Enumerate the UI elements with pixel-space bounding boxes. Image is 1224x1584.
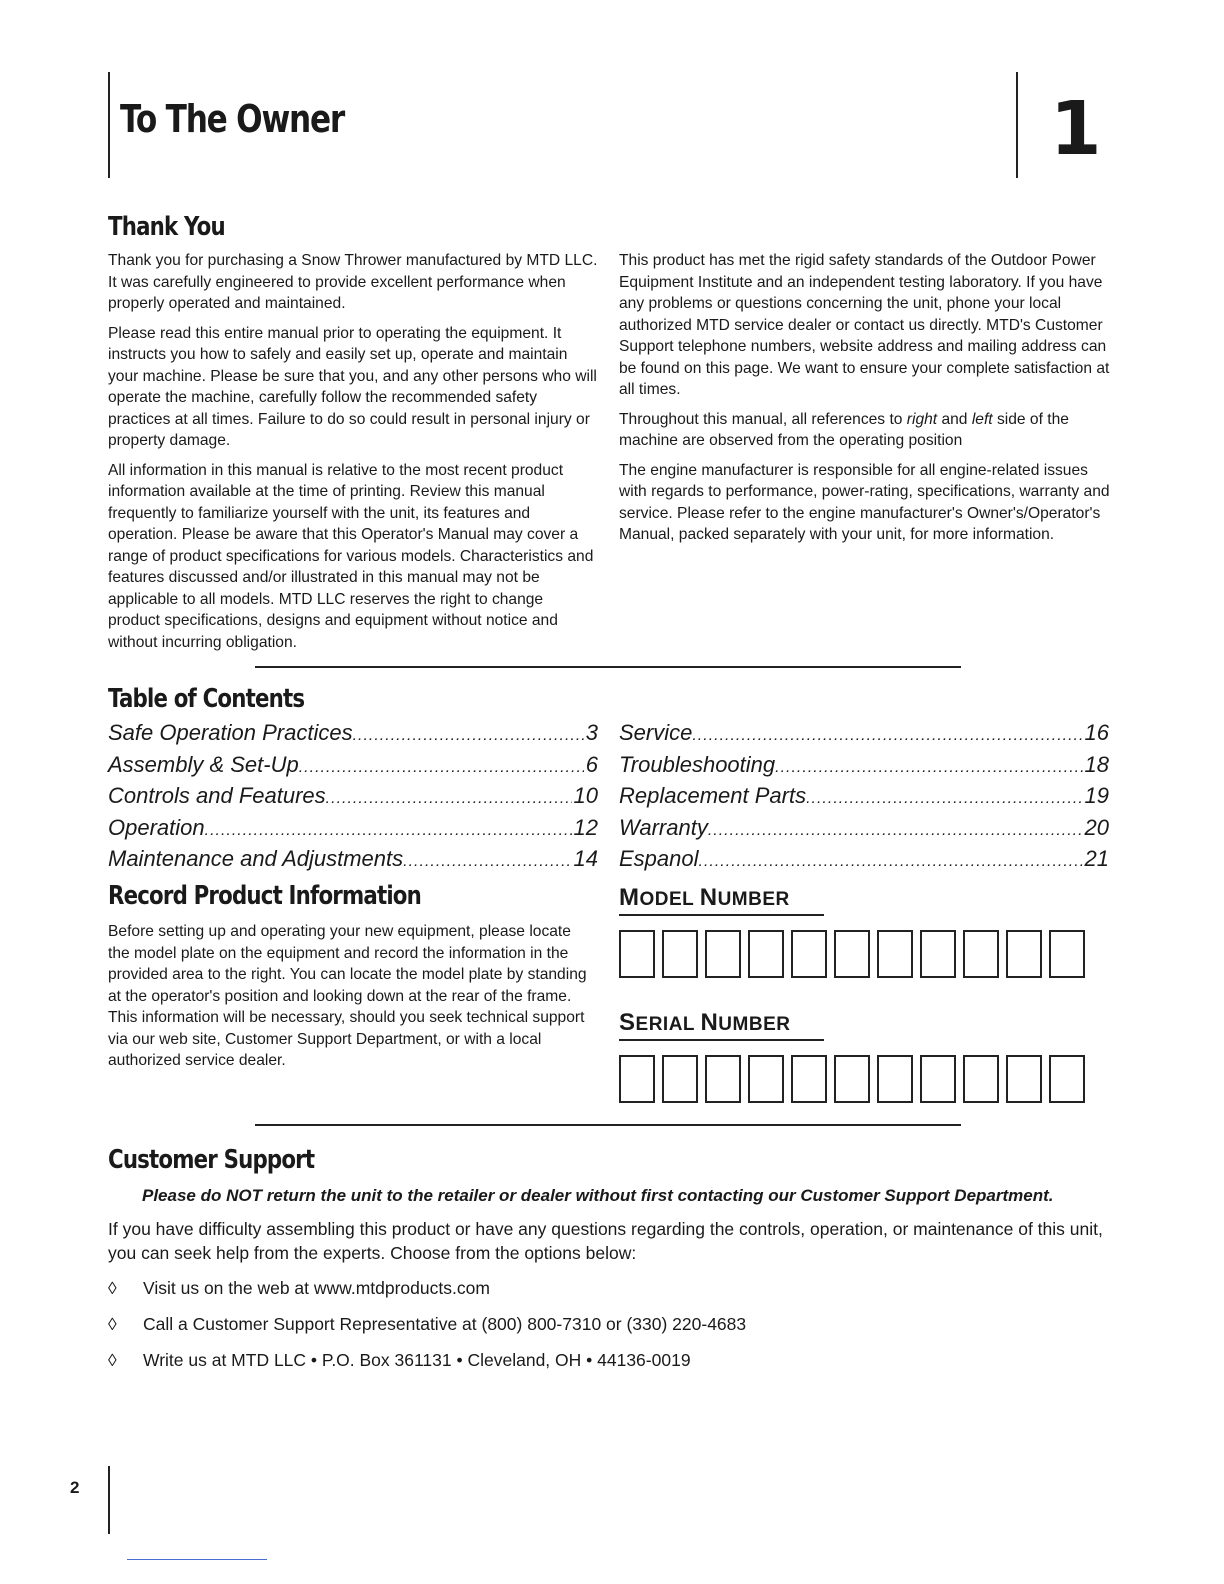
toc-entry[interactable] [619,751,1109,783]
digit-box[interactable] [1049,930,1085,978]
toc-page: 14 [573,846,598,871]
toc-label: Espanol [619,846,699,871]
record-heading: Record Product Information [108,881,421,911]
toc-page: 21 [1084,846,1109,871]
digit-box[interactable] [834,1055,870,1103]
toc-entry[interactable] [619,782,1109,814]
label-rest: ODEL [639,889,700,910]
section-divider [255,666,961,668]
toc-entry[interactable] [619,845,1109,877]
digit-box[interactable] [963,1055,999,1103]
link-underline [127,1559,267,1560]
digit-box[interactable] [748,930,784,978]
toc-leader [326,785,572,814]
digit-box[interactable] [920,930,956,978]
digit-box[interactable] [791,930,827,978]
thank-you-paragraph: This product has met the rigid safety standards of the Outdoor Power Equipment Institute and an independent testing laboratory. If you have any problems or questions concerning the unit, phone your local authorized MTD service dealer or contact us directly. MTD's Customer Support telephone numbers, website address and mailing address can be found on this page. We want to ensure your complete satisfaction at all times. [619,252,1110,398]
toc-entry[interactable] [108,814,598,846]
toc-entry[interactable] [619,719,1109,751]
label-initial: M [619,884,640,911]
text-run-left: left [971,410,993,428]
digit-box[interactable] [920,1055,956,1103]
thank-you-left-column [108,250,598,661]
label-initial: N [700,1009,719,1036]
label-rest: ERIAL [635,1014,701,1035]
toc-label: Service [619,720,693,745]
toc-leader [806,785,1082,814]
digit-box[interactable] [877,1055,913,1103]
support-body: If you have difficulty assembling this product or have any questions regarding the controls, operation, or maintenance of this unit, you can seek help from the experts. Choose from the options below: [108,1219,1103,1263]
toc-page: 18 [1084,751,1109,777]
header-right-rule [1016,72,1018,178]
thank-you-heading: Thank You [108,212,225,242]
record-body: Before setting up and operating your new equipment, please locate the model plate on the equipment and record the information in the provided area to the right. You can locate the model plate by standing at the operator's position and looking down at the rear of the frame. This information will be necessary, should you seek technical support via our web site, Customer Support Department, or with a local authorized service dealer. [108,923,587,1069]
serial-number-label [619,1009,824,1041]
text-run: Throughout this manual, all references to [619,410,907,428]
digit-box[interactable] [748,1055,784,1103]
toc-label: Maintenance and Adjustments [108,846,404,871]
model-number-label [619,884,824,916]
label-initial: N [699,884,718,911]
toc-page: 20 [1084,814,1109,840]
toc-entry[interactable] [108,719,598,751]
toc-leader [403,848,571,877]
toc-label: Safe Operation Practices [108,720,353,745]
toc-leader [205,817,572,846]
digit-box[interactable] [619,1055,655,1103]
digit-box[interactable] [662,1055,698,1103]
toc-leader [699,848,1083,877]
text-run: side of the machine are observed from the operating position [619,410,1069,449]
toc-leader [775,754,1082,783]
toc-label: Assembly & Set-Up [108,751,299,777]
text-run-right: right [906,410,938,428]
toc-leader [299,754,584,783]
chapter-number: 1 [1050,86,1102,172]
support-option-text: Call a Customer Support Representative at (800) 800-7310 or (330) 220-4683 [143,1314,747,1334]
model-number-boxes[interactable] [619,930,1092,978]
toc-page: 3 [585,720,598,745]
toc-page: 12 [573,814,598,840]
page-title: To The Owner [120,97,345,141]
thank-you-right-column [619,250,1111,554]
digit-box[interactable] [662,930,698,978]
thank-you-paragraph: Please read this entire manual prior to operating the equipment. It instructs you how to safely and easily set up, operate and maintain your machine. Please be sure that you, and any other persons who will operate the machine, carefully follow the recommended safety practices at all times. Failure to do so could result in personal injury or property damage. [108,324,597,449]
label-rest: UMBER [718,1014,791,1035]
toc-leader [353,722,584,751]
toc-left-column [108,719,598,877]
diamond-bullet-icon: ◊ [108,1314,117,1334]
diamond-bullet-icon: ◊ [108,1350,117,1370]
toc-leader [708,817,1083,846]
toc-label: Operation [108,814,205,840]
toc-label: Warranty [619,814,708,840]
diamond-bullet-icon: ◊ [108,1278,117,1298]
toc-entry[interactable] [108,782,598,814]
digit-box[interactable] [1006,1055,1042,1103]
section-divider [255,1124,961,1126]
page-number: 2 [70,1478,80,1497]
toc-heading: Table of Contents [108,684,305,714]
toc-page: 19 [1084,783,1109,808]
digit-box[interactable] [705,1055,741,1103]
thank-you-paragraph: The engine manufacturer is responsible for all engine-related issues with regards to performance, power-rating, specifications, warranty and service. Please refer to the engine manufacturer's Owner's/Operator's Manual, packed separately with your unit, for more information. [619,461,1110,543]
thank-you-paragraph: All information in this manual is relative to the most recent product information available at the time of printing. Review this manual frequently to familiarize yourself with the unit, its features and operation. Please be aware that this Operator's Manual may cover a range of product specifications for various models. Characteristics and features discussed and/or illustrated in this manual may not be applicable to all models. MTD LLC reserves the right to change product specifications, designs and equipment without notice and without incurring obligation. [108,461,594,651]
toc-page: 6 [585,751,598,777]
digit-box[interactable] [1006,930,1042,978]
digit-box[interactable] [705,930,741,978]
support-option-text[interactable]: Visit us on the web at www.mtdproducts.com [143,1278,490,1298]
digit-box[interactable] [1049,1055,1085,1103]
toc-page: 10 [573,783,598,808]
support-option [108,1350,691,1371]
toc-label: Replacement Parts [619,783,807,808]
toc-entry[interactable] [108,845,598,877]
label-initial: S [619,1009,636,1036]
digit-box[interactable] [963,930,999,978]
support-option [108,1278,490,1299]
toc-entry[interactable] [619,814,1109,846]
support-option [108,1314,746,1335]
toc-leader [692,722,1082,751]
header-left-rule [108,72,110,178]
digit-box[interactable] [791,1055,827,1103]
toc-label: Controls and Features [108,783,326,808]
thank-you-paragraph: Thank you for purchasing a Snow Thrower manufactured by MTD LLC. It was carefully engineered to provide excellent performance when properly operated and maintained. [108,252,598,312]
footer-rule [108,1466,110,1534]
orientation-paragraph [619,409,1111,452]
toc-label: Troubleshooting [619,751,776,777]
digit-box[interactable] [877,930,913,978]
serial-number-boxes[interactable] [619,1055,1092,1103]
label-rest: UMBER [717,889,790,910]
toc-entry[interactable] [108,751,598,783]
toc-page: 16 [1084,720,1109,745]
toc-right-column [619,719,1109,877]
text-run: and [937,410,972,428]
digit-box[interactable] [834,930,870,978]
digit-box[interactable] [619,930,655,978]
support-heading: Customer Support [108,1145,315,1175]
support-option-text: Write us at MTD LLC • P.O. Box 361131 • Cleveland, OH • 44136-0019 [143,1350,691,1370]
support-emphasis: Please do NOT return the unit to the retailer or dealer without first contacting our Customer Support Department. [142,1186,1054,1205]
